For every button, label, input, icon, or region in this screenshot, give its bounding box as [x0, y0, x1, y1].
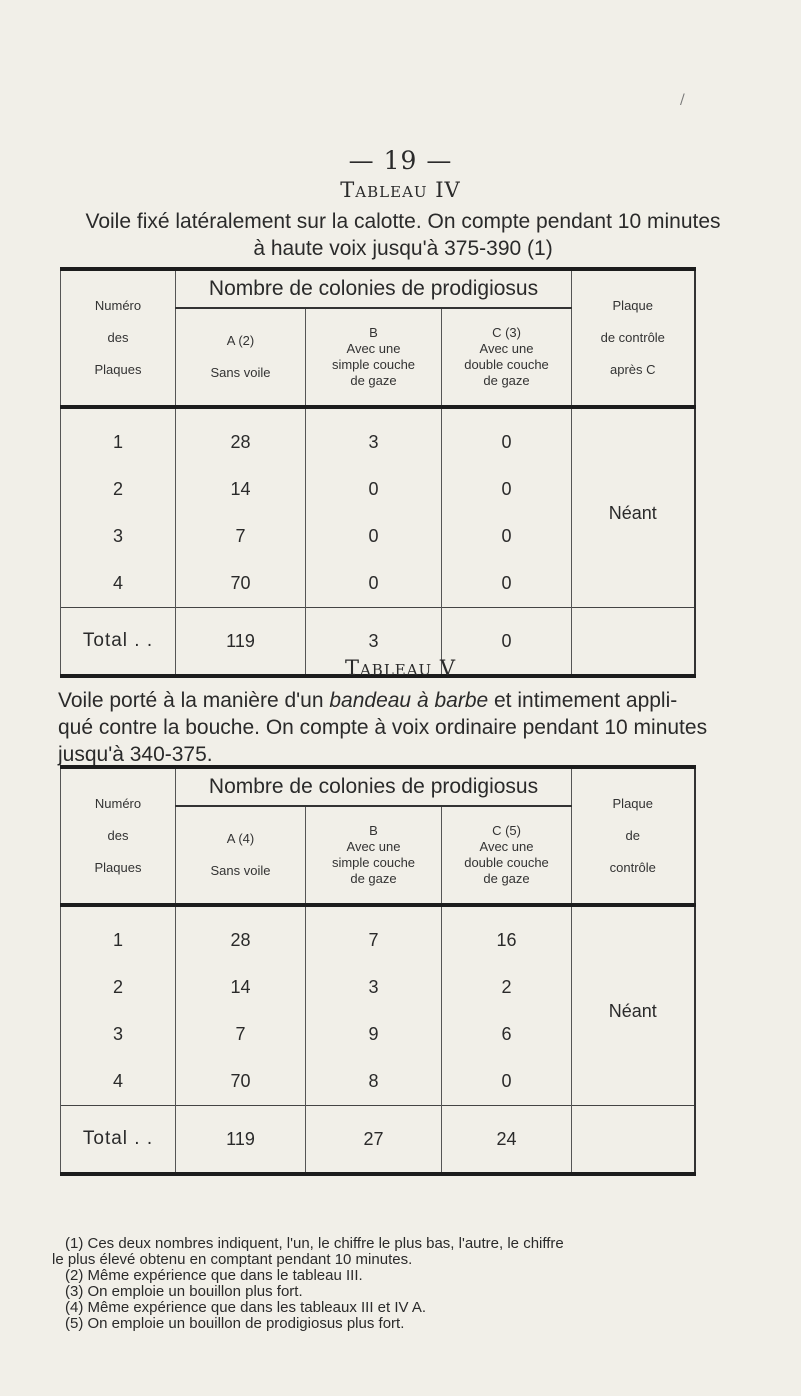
row-number: 3 — [61, 513, 176, 560]
row-number: 1 — [61, 905, 176, 964]
total-label: Total . . — [61, 1106, 176, 1175]
header-text: B — [369, 325, 378, 340]
table-5-caption-line-2: qué contre la bouche. On compte à voix ordinaire pendant 10 minutes — [58, 716, 708, 739]
col-a-value: 14 — [176, 466, 306, 513]
header-text: Plaque — [612, 298, 653, 313]
col-c-value: 2 — [442, 964, 572, 1011]
table-4-group-header: Nombre de colonies de prodigiosus — [176, 269, 572, 308]
total-b: 27 — [306, 1106, 442, 1175]
table-5-col-a-header — [176, 806, 306, 905]
total-control-empty — [572, 1106, 695, 1175]
col-c-value: 0 — [442, 407, 572, 466]
total-a: 119 — [176, 608, 306, 677]
col-b-value: 0 — [306, 560, 442, 608]
header-text: Sans voile — [210, 863, 271, 878]
header-text: Plaque — [612, 796, 653, 811]
total-a: 119 — [176, 1106, 306, 1175]
table-5 — [60, 765, 696, 1176]
footnote-1-continued: le plus élevé obtenu en comptant pendant 10 minutes. — [52, 1251, 413, 1268]
row-number: 1 — [61, 407, 176, 466]
total-label: Total . . — [61, 608, 176, 677]
col-b-value: 3 — [306, 964, 442, 1011]
table-4-numero-header — [61, 269, 176, 407]
table-5-col-b-header — [306, 806, 442, 905]
row-number: 3 — [61, 1011, 176, 1058]
row-number: 4 — [61, 560, 176, 608]
col-b-value: 9 — [306, 1011, 442, 1058]
table-5-caption — [58, 687, 748, 768]
header-text: Numéro — [94, 796, 142, 811]
col-b-value: 0 — [306, 513, 442, 560]
header-text: A (2) — [226, 333, 255, 348]
header-text: Numéro — [94, 298, 142, 313]
table-4-caption — [58, 208, 748, 262]
header-text: Plaques — [94, 860, 142, 875]
header-text: Avec une — [479, 839, 534, 854]
header-text: A (4) — [226, 831, 255, 846]
footnote-4: (4) Même expérience que dans les tableaux III et IV A. — [65, 1299, 427, 1316]
col-b-value: 0 — [306, 466, 442, 513]
col-b-value: 8 — [306, 1058, 442, 1106]
table-5-plaque-header — [572, 767, 695, 905]
col-a-value: 7 — [176, 513, 306, 560]
table-4-caption-line-1: Voile fixé latéralement sur la calotte. On compte pendant 10 minutes — [85, 210, 721, 233]
col-c-value: 0 — [442, 466, 572, 513]
total-b: 3 — [306, 608, 442, 677]
table-4-col-a-header — [176, 308, 306, 407]
row-number: 2 — [61, 466, 176, 513]
table-5-header-row-1 — [61, 767, 695, 806]
header-text: Plaques — [94, 362, 142, 377]
header-text: Avec une — [346, 341, 401, 356]
header-text: simple couche — [331, 357, 416, 372]
table-row — [61, 905, 695, 964]
table-4 — [60, 267, 696, 678]
col-c-value: 16 — [442, 905, 572, 964]
footnote-2: (2) Même expérience que dans le tableau III. — [65, 1267, 363, 1284]
table-4-header-row-1 — [61, 269, 695, 308]
col-a-value: 70 — [176, 560, 306, 608]
col-c-value: 0 — [442, 513, 572, 560]
table-5-caption-line-1 — [58, 687, 748, 714]
col-a-value: 28 — [176, 407, 306, 466]
table-5-caption-line-3: jusqu'à 340-375. — [58, 743, 213, 766]
col-b-value: 3 — [306, 407, 442, 466]
margin-mark: / — [680, 92, 685, 108]
caption-text: Voile porté à la manière d'un — [58, 689, 330, 712]
header-text: double couche — [464, 855, 549, 870]
header-text: Avec une — [346, 839, 401, 854]
header-text: contrôle — [609, 860, 656, 875]
table-4-col-c-header — [442, 308, 572, 407]
row-number: 4 — [61, 1058, 176, 1106]
col-c-value: 6 — [442, 1011, 572, 1058]
col-a-value: 70 — [176, 1058, 306, 1106]
header-text: de gaze — [350, 373, 397, 388]
col-c-value: 0 — [442, 1058, 572, 1106]
caption-text: et intimement appli- — [488, 689, 678, 712]
header-text: de — [625, 828, 640, 843]
header-text: des — [107, 828, 129, 843]
header-text: de gaze — [350, 871, 397, 886]
table-row — [61, 407, 695, 466]
table-5-col-c-header — [442, 806, 572, 905]
header-text: Sans voile — [210, 365, 271, 380]
control-result: Néant — [572, 407, 695, 608]
col-a-value: 14 — [176, 964, 306, 1011]
header-text: après C — [610, 362, 656, 377]
table-4-title: Tableau IV — [340, 178, 461, 202]
row-number: 2 — [61, 964, 176, 1011]
header-text: de gaze — [483, 373, 530, 388]
table-5-group-header: Nombre de colonies de prodigiosus — [176, 767, 572, 806]
control-result: Néant — [572, 905, 695, 1106]
total-c: 24 — [442, 1106, 572, 1175]
table-4-col-b-header — [306, 308, 442, 407]
header-text: de contrôle — [600, 330, 665, 345]
page-number: — 19 — — [348, 146, 453, 175]
total-c: 0 — [442, 608, 572, 677]
col-a-value: 7 — [176, 1011, 306, 1058]
table-4-plaque-header — [572, 269, 695, 407]
col-c-value: 0 — [442, 560, 572, 608]
header-text: B — [369, 823, 378, 838]
header-text: C (5) — [492, 823, 521, 838]
caption-emphasis: bandeau à barbe — [329, 689, 489, 712]
col-a-value: 28 — [176, 905, 306, 964]
header-text: Avec une — [479, 341, 534, 356]
table-4-caption-line-2: à haute voix jusqu'à 375-390 (1) — [253, 237, 553, 260]
col-b-value: 7 — [306, 905, 442, 964]
header-text: double couche — [464, 357, 549, 372]
footnote-5: (5) On emploie un bouillon de prodigiosus plus fort. — [65, 1315, 405, 1332]
header-text: des — [107, 330, 129, 345]
footnotes — [52, 1236, 752, 1332]
table-5-numero-header — [61, 767, 176, 905]
header-text: C (3) — [492, 325, 521, 340]
total-row — [61, 1106, 695, 1175]
header-text: simple couche — [331, 855, 416, 870]
table-5-title: Tableau V — [344, 656, 457, 680]
header-text: de gaze — [483, 871, 530, 886]
footnote-3: (3) On emploie un bouillon plus fort. — [65, 1283, 303, 1300]
footnote-1: (1) Ces deux nombres indiquent, l'un, le chiffre le plus bas, l'autre, le chiffre — [65, 1235, 564, 1252]
